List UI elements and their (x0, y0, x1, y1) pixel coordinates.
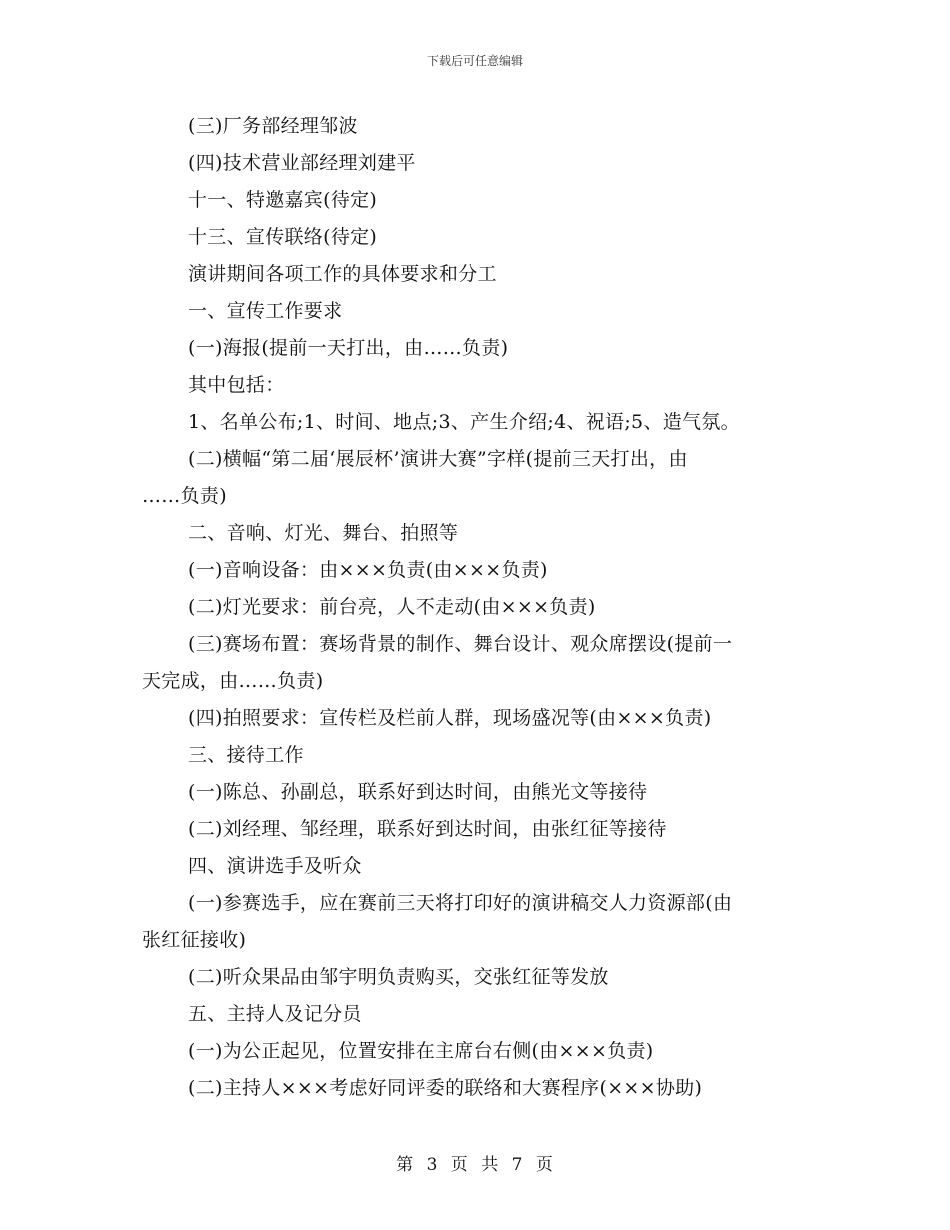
page-number-footer: 第 3 页 共 7 页 (396, 1155, 554, 1175)
section-heading: 一、宣传工作要求 (188, 300, 343, 322)
paragraph-line: (二)主持人×××考虑好同评委的联络和大赛程序(×××协助) (188, 1077, 703, 1099)
paragraph-line: (一)为公正起见，位置安排在主席台右侧(由×××负责) (188, 1040, 654, 1062)
document-body (142, 108, 814, 1107)
paragraph-line: (二)灯光要求：前台亮，人不走动(由×××负责) (188, 596, 596, 618)
paragraph-line: (三)赛场布置：赛场背景的制作、舞台设计、观众席摆设(提前一 (188, 633, 733, 655)
section-heading: 四、演讲选手及听众 (188, 855, 362, 877)
paragraph-line: 其中包括： (188, 374, 285, 396)
paragraph-line: (一)参赛选手，应在赛前三天将打印好的演讲稿交人力资源部(由 (188, 892, 733, 914)
page-header: 下载后可任意编辑 (426, 54, 523, 68)
paragraph-line: (二)听众果品由邹宇明负责购买，交张红征等发放 (188, 966, 609, 988)
paragraph-continuation: 张红征接收) (142, 929, 247, 951)
document-subtitle: 演讲期间各项工作的具体要求和分工 (188, 263, 497, 285)
paragraph-line: 1、名单公布;1、时间、地点;3、产生介绍;4、祝语;5、造气氛。 (188, 411, 740, 433)
paragraph-line: (一)音响设备：由×××负责(由×××负责) (188, 559, 548, 581)
section-heading: 十一、特邀嘉宾(待定) (188, 189, 378, 211)
paragraph-continuation: 天完成，由……负责) (142, 670, 324, 692)
paragraph-line: (一)陈总、孙副总，联系好到达时间，由熊光文等接待 (188, 781, 648, 803)
paragraph-continuation: ……负责) (142, 485, 227, 507)
section-heading: 十三、宣传联络(待定) (188, 226, 378, 248)
paragraph-line: (四)拍照要求：宣传栏及栏前人群，现场盛况等(由×××负责) (188, 707, 712, 729)
section-heading: 二、音响、灯光、舞台、拍照等 (188, 522, 459, 544)
paragraph-line: (一)海报(提前一天打出，由……负责) (188, 337, 509, 359)
section-heading: 五、主持人及记分员 (188, 1003, 362, 1025)
paragraph-line: (二)横幅“第二届‘展辰杯’演讲大赛”字样(提前三天打出，由 (188, 448, 688, 470)
section-heading: 三、接待工作 (188, 744, 304, 766)
paragraph-line: (四)技术营业部经理刘建平 (188, 152, 416, 174)
paragraph-line: (二)刘经理、邹经理，联系好到达时间，由张红征等接待 (188, 818, 667, 840)
paragraph-line: (三)厂务部经理邹波 (188, 115, 358, 137)
